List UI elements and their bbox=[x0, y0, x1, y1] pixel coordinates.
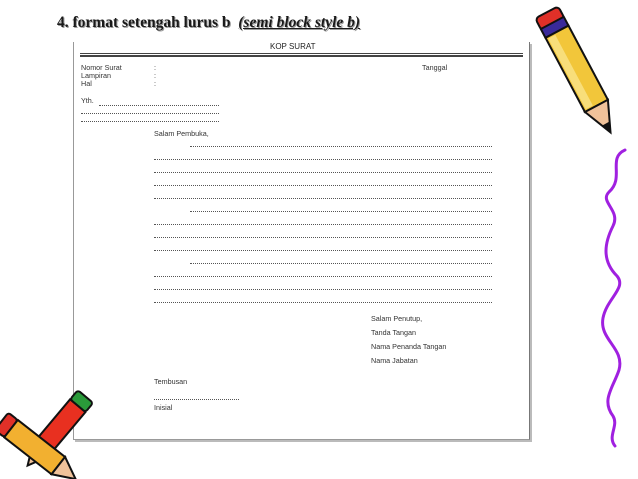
pencil-top-right-icon bbox=[535, 0, 625, 150]
yth-label: Yth. bbox=[81, 96, 94, 105]
meta-colon: : bbox=[154, 63, 156, 72]
body-dotted-line bbox=[190, 211, 492, 212]
kop-divider-bottom bbox=[80, 55, 523, 57]
body-dotted-line bbox=[154, 185, 492, 186]
meta-lampiran: Lampiran bbox=[81, 71, 111, 80]
slide-title-sub: (semi block style b) bbox=[238, 14, 361, 31]
body-dotted-line bbox=[154, 159, 492, 160]
body-dotted-line bbox=[154, 172, 492, 173]
squiggle-decoration-icon bbox=[595, 148, 635, 448]
closing-salam-penutup: Salam Penutup, bbox=[371, 314, 423, 323]
address-dotted-line bbox=[81, 113, 219, 114]
body-dotted-line bbox=[154, 289, 492, 290]
closing-nama-jabatan: Nama Jabatan bbox=[371, 356, 418, 365]
body-dotted-line bbox=[154, 250, 492, 251]
body-dotted-line bbox=[154, 224, 492, 225]
tanggal-label: Tanggal bbox=[422, 63, 448, 72]
slide-title-main: 4. format setengah lurus b bbox=[57, 14, 231, 31]
kop-surat-label: KOP SURAT bbox=[270, 42, 316, 51]
tembusan-dotted-line bbox=[154, 399, 239, 400]
yth-dotted-line bbox=[99, 105, 219, 106]
meta-nomor-surat: Nomor Surat bbox=[81, 63, 122, 72]
body-dotted-line bbox=[190, 146, 492, 147]
address-dotted-line bbox=[81, 121, 219, 122]
meta-hal: Hal bbox=[81, 79, 92, 88]
body-dotted-line bbox=[190, 263, 492, 264]
meta-colon: : bbox=[154, 71, 156, 80]
pencils-bottom-left-icon bbox=[0, 380, 95, 479]
body-dotted-line bbox=[154, 237, 492, 238]
kop-divider-top bbox=[80, 53, 523, 54]
slide-title bbox=[57, 14, 360, 32]
closing-nama-penanda-tangan: Nama Penanda Tangan bbox=[371, 342, 447, 351]
letter-template bbox=[73, 42, 530, 440]
meta-colon: : bbox=[154, 79, 156, 88]
body-dotted-line bbox=[154, 198, 492, 199]
tembusan-label: Tembusan bbox=[154, 377, 188, 386]
closing-tanda-tangan: Tanda Tangan bbox=[371, 328, 417, 337]
body-dotted-line bbox=[154, 276, 492, 277]
body-dotted-line bbox=[154, 302, 492, 303]
salam-pembuka: Salam Pembuka, bbox=[154, 129, 209, 138]
inisial-label: Inisial bbox=[154, 403, 173, 412]
